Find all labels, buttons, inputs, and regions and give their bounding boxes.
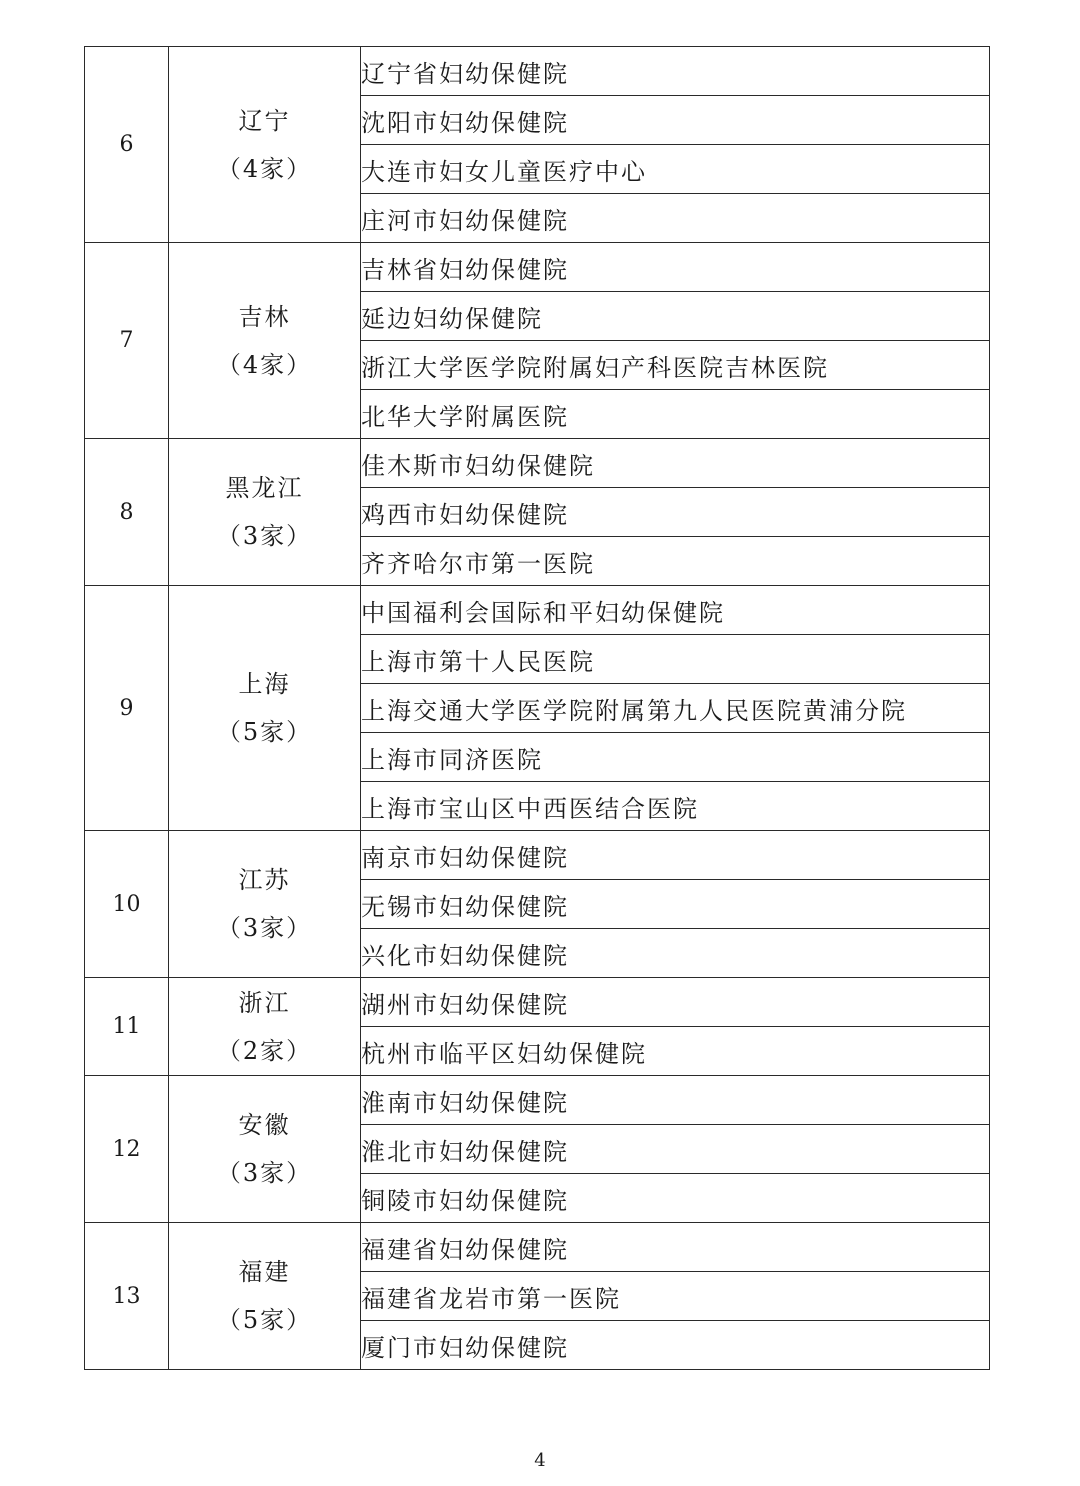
hospital-name: 南京市妇幼保健院: [361, 831, 990, 880]
province-cell: [169, 978, 361, 1076]
hospital-name: 淮北市妇幼保健院: [361, 1125, 990, 1174]
table-row: [85, 831, 990, 880]
hospital-name: 湖州市妇幼保健院: [361, 978, 990, 1027]
province-count: （3家）: [216, 914, 313, 942]
hospital-name: 厦门市妇幼保健院: [361, 1321, 990, 1370]
hospital-name: 无锡市妇幼保健院: [361, 880, 990, 929]
hospital-name: 兴化市妇幼保健院: [361, 929, 990, 978]
hospital-name: 杭州市临平区妇幼保健院: [361, 1027, 990, 1076]
province-cell: [169, 243, 361, 439]
province-count: （5家）: [216, 718, 313, 746]
province-cell: [169, 831, 361, 978]
province-count: （4家）: [216, 154, 313, 183]
hospital-name: 齐齐哈尔市第一医院: [361, 537, 990, 586]
hospital-name: 淮南市妇幼保健院: [361, 1076, 990, 1125]
hospital-name: 大连市妇女儿童医疗中心: [361, 145, 990, 194]
hospital-name: 中国福利会国际和平妇幼保健院: [361, 586, 990, 635]
province-cell: [169, 47, 361, 243]
hospital-name: 佳木斯市妇幼保健院: [361, 439, 990, 488]
province-cell: [169, 1076, 361, 1223]
group-number: 8: [85, 439, 169, 586]
hospital-name: 上海交通大学医学院附属第九人民医院黄浦分院: [361, 684, 990, 733]
table-row: [85, 243, 990, 292]
hospital-name: 北华大学附属医院: [361, 390, 990, 439]
group-number: 6: [85, 47, 169, 243]
table-row: [85, 1076, 990, 1125]
province-name: 浙江: [238, 988, 291, 1017]
province-cell: [169, 439, 361, 586]
province-name: 江苏: [238, 866, 291, 894]
hospital-name: 吉林省妇幼保健院: [361, 243, 990, 292]
table-body: [85, 47, 990, 1370]
province-count: （3家）: [216, 522, 313, 550]
province-count: （2家）: [216, 1036, 313, 1065]
hospital-name: 铜陵市妇幼保健院: [361, 1174, 990, 1223]
table-row: [85, 586, 990, 635]
group-number: 13: [85, 1223, 169, 1370]
hospital-name: 上海市同济医院: [361, 733, 990, 782]
hospital-name: 鸡西市妇幼保健院: [361, 488, 990, 537]
province-name: 福建: [238, 1258, 291, 1286]
table-row: [85, 439, 990, 488]
hospital-name: 辽宁省妇幼保健院: [361, 47, 990, 96]
province-name: 安徽: [238, 1111, 291, 1139]
group-number: 12: [85, 1076, 169, 1223]
group-number: 11: [85, 978, 169, 1076]
table-row: [85, 978, 990, 1027]
province-cell: [169, 1223, 361, 1370]
province-count: （4家）: [216, 350, 313, 379]
province-name: 辽宁: [238, 106, 291, 135]
table-row: [85, 1223, 990, 1272]
province-count: （5家）: [216, 1306, 313, 1334]
province-count: （3家）: [216, 1159, 313, 1187]
hospital-name: 福建省妇幼保健院: [361, 1223, 990, 1272]
hospital-name: 上海市第十人民医院: [361, 635, 990, 684]
table-row: [85, 47, 990, 96]
hospital-name: 浙江大学医学院附属妇产科医院吉林医院: [361, 341, 990, 390]
page-number: 4: [534, 1450, 546, 1471]
hospital-name: 庄河市妇幼保健院: [361, 194, 990, 243]
hospital-table: [84, 46, 990, 1370]
province-cell: [169, 586, 361, 831]
hospital-name: 延边妇幼保健院: [361, 292, 990, 341]
group-number: 9: [85, 586, 169, 831]
hospital-name: 沈阳市妇幼保健院: [361, 96, 990, 145]
group-number: 10: [85, 831, 169, 978]
province-name: 吉林: [238, 302, 291, 331]
hospital-name: 福建省龙岩市第一医院: [361, 1272, 990, 1321]
province-name: 上海: [238, 670, 291, 698]
hospital-name: 上海市宝山区中西医结合医院: [361, 782, 990, 831]
group-number: 7: [85, 243, 169, 439]
province-name: 黑龙江: [225, 474, 304, 502]
